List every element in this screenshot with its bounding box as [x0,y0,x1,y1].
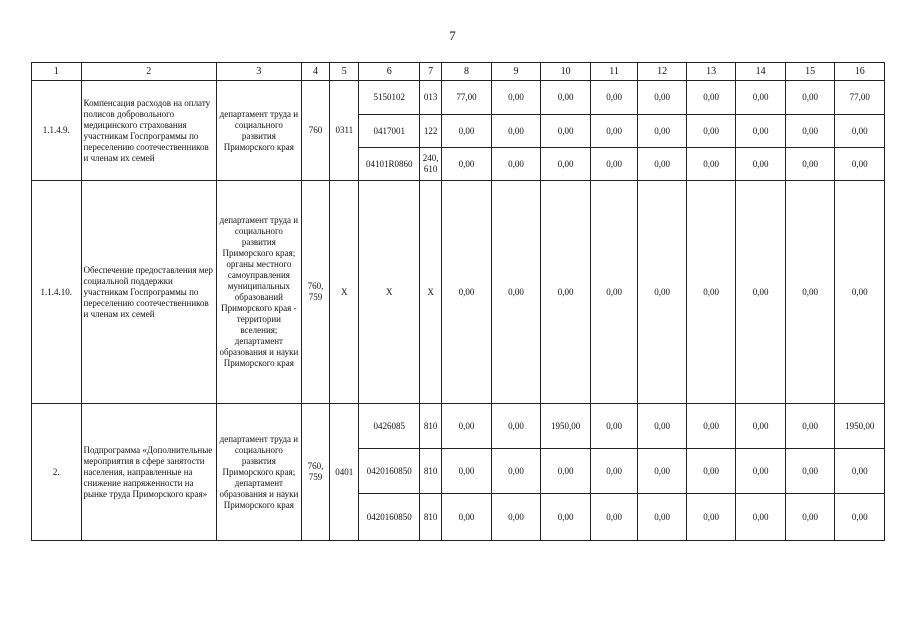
header-cell-10: 10 [541,63,591,81]
header-cell-1: 1 [32,63,82,81]
value-cell-10: 1950,00 [541,404,591,449]
row-col6: 0420160850 [359,449,420,494]
value-cell-9: 0,00 [491,404,541,449]
row-executor: департамент труда и социального развития Приморского края [216,81,301,181]
value-cell-11: 0,00 [590,494,638,541]
value-cell-16: 0,00 [835,181,885,404]
row-col4: 760, 759 [301,181,329,404]
table-row [32,181,885,404]
value-cell-11: 0,00 [590,404,638,449]
value-cell-9: 0,00 [491,148,541,181]
header-cell-7: 7 [420,63,442,81]
row-col6: 5150102 [359,81,420,115]
header-cell-8: 8 [442,63,492,81]
value-cell-8: 0,00 [442,148,492,181]
value-cell-12: 0,00 [638,449,687,494]
row-col6: X [359,181,420,404]
budget-table [31,62,885,541]
value-cell-16: 77,00 [835,81,885,115]
value-cell-16: 0,00 [835,449,885,494]
row-col7: X [420,181,442,404]
row-executor: департамент труда и социального развития Приморского края; органы местного самоуправления муниципальных образований Приморского края - территории вселения; департамент образования и науки Приморского края [216,181,301,404]
header-cell-14: 14 [736,63,786,81]
row-col4: 760 [301,81,329,181]
row-col7: 240, 610 [420,148,442,181]
header-cell-5: 5 [330,63,359,81]
value-cell-9: 0,00 [491,181,541,404]
value-cell-14: 0,00 [736,81,786,115]
value-cell-16: 0,00 [835,494,885,541]
row-col7: 122 [420,115,442,148]
value-cell-8: 0,00 [442,494,492,541]
value-cell-8: 77,00 [442,81,492,115]
value-cell-11: 0,00 [590,148,638,181]
value-cell-15: 0,00 [785,181,835,404]
row-col6: 0417001 [359,115,420,148]
value-cell-13: 0,00 [686,115,736,148]
row-col6: 0426085 [359,404,420,449]
value-cell-15: 0,00 [785,449,835,494]
row-name: Компенсация расходов на оплату полисов добровольного медицинского страхования участникам Госпрограммы по переселению соотечественников и членам их семей [81,81,216,181]
row-col6: 04101R0860 [359,148,420,181]
row-col5: 0311 [330,81,359,181]
value-cell-15: 0,00 [785,81,835,115]
value-cell-16: 0,00 [835,115,885,148]
value-cell-9: 0,00 [491,115,541,148]
value-cell-9: 0,00 [491,81,541,115]
value-cell-14: 0,00 [736,449,786,494]
value-cell-15: 0,00 [785,494,835,541]
value-cell-11: 0,00 [590,181,638,404]
header-cell-2: 2 [81,63,216,81]
value-cell-14: 0,00 [736,115,786,148]
header-cell-15: 15 [785,63,835,81]
value-cell-16: 0,00 [835,148,885,181]
value-cell-12: 0,00 [638,181,687,404]
value-cell-8: 0,00 [442,115,492,148]
value-cell-11: 0,00 [590,115,638,148]
value-cell-12: 0,00 [638,404,687,449]
row-col6: 0420160850 [359,494,420,541]
header-cell-3: 3 [216,63,301,81]
value-cell-10: 0,00 [541,494,591,541]
row-name: Обеспечение предоставления мер социальной поддержки участникам Госпрограммы по переселению соотечественников и членам их семей [81,181,216,404]
row-executor: департамент труда и социального развития Приморского края; департамент образования и науки Приморского края [216,404,301,541]
value-cell-14: 0,00 [736,181,786,404]
value-cell-10: 0,00 [541,148,591,181]
value-cell-13: 0,00 [686,404,736,449]
header-cell-6: 6 [359,63,420,81]
header-cell-11: 11 [590,63,638,81]
value-cell-11: 0,00 [590,449,638,494]
row-name: Подпрограмма «Дополнительные мероприятия в сфере занятости населения, направленные на снижение напряженности на рынке труда Приморского края» [81,404,216,541]
row-col7: 013 [420,81,442,115]
header-row [32,63,885,81]
value-cell-15: 0,00 [785,404,835,449]
value-cell-10: 0,00 [541,115,591,148]
value-cell-12: 0,00 [638,148,687,181]
row-code: 1.1.4.10. [32,181,82,404]
value-cell-12: 0,00 [638,81,687,115]
value-cell-16: 1950,00 [835,404,885,449]
value-cell-9: 0,00 [491,449,541,494]
table-row [32,81,885,115]
value-cell-8: 0,00 [442,449,492,494]
value-cell-15: 0,00 [785,115,835,148]
page-number: 7 [449,28,456,43]
value-cell-13: 0,00 [686,81,736,115]
header-cell-13: 13 [686,63,736,81]
header-cell-12: 12 [638,63,687,81]
row-col5: 0401 [330,404,359,541]
row-col4: 760, 759 [301,404,329,541]
value-cell-9: 0,00 [491,494,541,541]
row-col5: X [330,181,359,404]
table-row [32,404,885,449]
value-cell-13: 0,00 [686,181,736,404]
header-cell-4: 4 [301,63,329,81]
value-cell-11: 0,00 [590,81,638,115]
value-cell-13: 0,00 [686,494,736,541]
value-cell-14: 0,00 [736,494,786,541]
value-cell-8: 0,00 [442,181,492,404]
value-cell-10: 0,00 [541,449,591,494]
value-cell-14: 0,00 [736,404,786,449]
header-cell-16: 16 [835,63,885,81]
row-code: 2. [32,404,82,541]
header-cell-9: 9 [491,63,541,81]
row-col7: 810 [420,449,442,494]
value-cell-10: 0,00 [541,81,591,115]
row-code: 1.1.4.9. [32,81,82,181]
value-cell-15: 0,00 [785,148,835,181]
row-col7: 810 [420,404,442,449]
value-cell-14: 0,00 [736,148,786,181]
value-cell-13: 0,00 [686,148,736,181]
row-col7: 810 [420,494,442,541]
value-cell-12: 0,00 [638,494,687,541]
value-cell-8: 0,00 [442,404,492,449]
value-cell-12: 0,00 [638,115,687,148]
value-cell-13: 0,00 [686,449,736,494]
value-cell-10: 0,00 [541,181,591,404]
